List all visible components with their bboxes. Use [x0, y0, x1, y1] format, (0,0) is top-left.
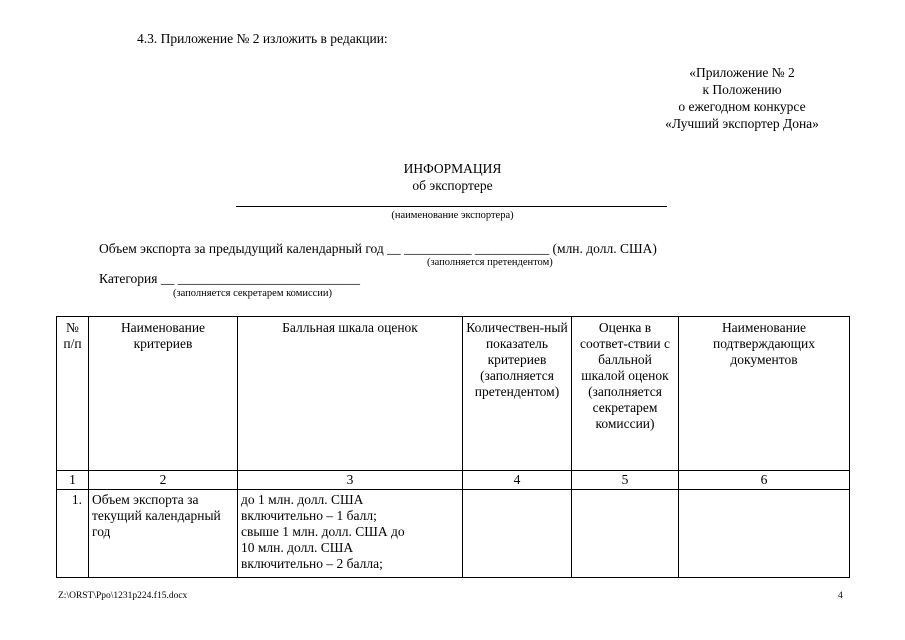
column-number: 1: [57, 471, 89, 490]
export-volume-caption: (заполняется претендентом): [427, 257, 553, 268]
row-scale: до 1 млн. долл. США включительно – 1 балл; свыше 1 млн. долл. США до 10 млн. долл. США включительно – 2 балла;: [238, 490, 463, 578]
header-cell-documents: Наименование подтверждающих документов: [679, 317, 850, 471]
annex-line: «Лучший экспортер Дона»: [665, 116, 819, 131]
column-number: 2: [89, 471, 238, 490]
column-number: 6: [679, 471, 850, 490]
file-path-footer: Z:\ORST\Ppo\1231p224.f15.docx: [58, 591, 188, 601]
exporter-name-line: [236, 206, 667, 207]
row-score: [572, 490, 679, 578]
column-number-row: [57, 471, 850, 490]
header-cell-number: № п/п: [57, 317, 89, 471]
header-cell-criteria: Наименование критериев: [89, 317, 238, 471]
annex-header: [600, 64, 884, 132]
intro-paragraph: 4.3. Приложение № 2 изложить в редакции:: [137, 31, 388, 46]
column-number: 5: [572, 471, 679, 490]
document-subtitle: об экспортере: [412, 178, 493, 193]
category-blank: __ ___________________________: [160, 271, 360, 286]
category-line: [99, 271, 360, 287]
row-number: 1.: [57, 490, 89, 578]
export-volume-label: Объем экспорта за предыдущий календарный год: [99, 241, 384, 256]
annex-line: «Приложение № 2: [689, 65, 795, 80]
row-criterion: Объем экспорта за текущий календарный год: [89, 490, 238, 578]
header-cell-quantity: Количествен-ный показатель критериев (заполняется претендентом): [463, 317, 572, 471]
exporter-name-caption: (наименование экспортера): [391, 210, 514, 221]
category-caption: (заполняется секретарем комиссии): [173, 288, 333, 299]
header-cell-score: Оценка в соответ-ствии с балльной шкалой оценок (заполняется секретарем комиссии): [572, 317, 679, 471]
category-label: Категория: [99, 271, 158, 286]
column-number: 3: [238, 471, 463, 490]
column-number: 4: [463, 471, 572, 490]
export-volume-blank: __ __________ ___________: [387, 241, 550, 256]
row-quantity: [463, 490, 572, 578]
annex-line: о ежегодном конкурсе: [678, 99, 806, 114]
row-documents: [679, 490, 850, 578]
document-title: ИНФОРМАЦИЯ: [403, 161, 502, 176]
table-row: [57, 490, 850, 578]
page-number: 4: [838, 591, 843, 601]
export-volume-line: [99, 241, 657, 257]
table-header-row: [57, 317, 850, 471]
annex-line: к Положению: [702, 82, 782, 97]
header-cell-scale: Балльная шкала оценок: [238, 317, 463, 471]
export-volume-unit: (млн. долл. США): [552, 241, 657, 256]
criteria-table: [56, 316, 850, 578]
